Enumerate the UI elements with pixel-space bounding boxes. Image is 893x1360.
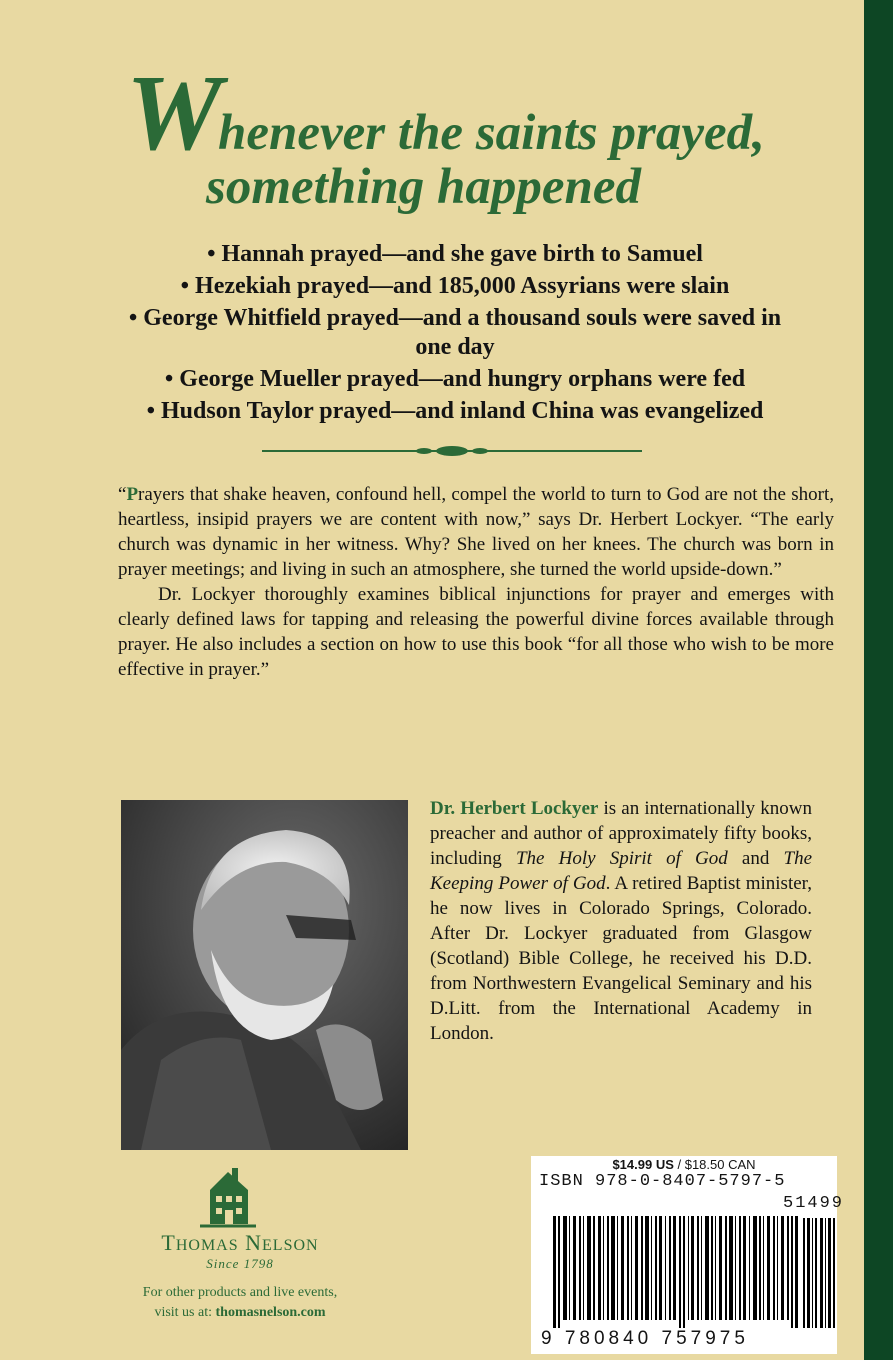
price-can: / $18.50 CAN [673, 1157, 756, 1172]
house-logo-icon [196, 1166, 260, 1228]
prayer-list-item: • Hannah prayed—and she gave birth to Samuel [207, 241, 703, 267]
publisher-initial-n: N [245, 1230, 263, 1255]
book-title-1: The Holy Spirit of God [515, 848, 728, 869]
price-us: $14.99 US [612, 1157, 674, 1172]
prayer-list-item: • Hezekiah prayed—and 185,000 Assyrians were slain [180, 273, 730, 299]
bio-text-1: is an internationally known preacher and author of approximately fifty books, including [430, 798, 812, 869]
prayer-list [60, 240, 850, 429]
prayer-list-item: • George Whitfield prayed—and a thousand souls were saved in one day [128, 305, 782, 360]
publisher-word-1: HOMAS [175, 1237, 239, 1254]
book-title-2: The Keeping Power of God [430, 848, 813, 894]
headline-line-1 [126, 54, 846, 173]
author-photo [121, 800, 408, 1150]
spine-strip [864, 0, 893, 1360]
publisher-since: Since 1798 [206, 1256, 274, 1271]
price-line [531, 1157, 837, 1172]
visit-line-1: For other products and live events, [142, 1285, 338, 1300]
headline [126, 54, 846, 217]
visit-label: visit us at: [154, 1305, 216, 1320]
supplement-code: 51499 [783, 1194, 845, 1213]
publisher-url: thomasnelson.com [215, 1305, 326, 1320]
open-quote: “ [118, 484, 127, 505]
author-name: Dr. Herbert Lockyer [430, 798, 599, 819]
author-bio [430, 796, 812, 1046]
author-portrait-illustration [121, 800, 408, 1150]
ornament-divider [262, 440, 642, 462]
publisher-name [110, 1230, 370, 1256]
isbn-number: ISBN 978-0-8407-5797-5 [539, 1172, 786, 1191]
headline-line-1-text: henever the saints prayed, [218, 105, 765, 161]
headline-line-2: something happened [206, 159, 641, 215]
publisher-word-2: ELSON [262, 1237, 319, 1254]
bio-text-3: . A retired Baptist minister, he now lives in Colorado Springs, Colorado. After Dr. Lockyer graduated from Glasgow (Scotland) Bible College, he received his D.D. from Northwestern Evangelical Seminary and his D.Litt. from the International Academy in London. [430, 873, 812, 1044]
prayer-list-item: • George Mueller prayed—and hungry orphans were fed [164, 366, 746, 392]
publisher-website-note [95, 1283, 385, 1323]
prayer-list-item: • Hudson Taylor prayed—and inland China was evangelized [146, 398, 764, 424]
bio-text-2: and [727, 848, 784, 869]
headline-initial: W [126, 54, 223, 173]
description-text-1: rayers that shake heaven, confound hell, compel the world to turn to God are not the short, heartless, insipid prayers we are content with now,” says Dr. Herbert Lockyer. “The early church was dynamic in her witness. Why? She lived on her knees. The church was born in prayer meetings; and living in such an atmosphere, she turned the world upside-down.” [118, 484, 834, 580]
barcode-label [531, 1156, 845, 1354]
publisher-initial-t: T [161, 1230, 176, 1255]
visit-line-2 [95, 1303, 385, 1323]
description-paragraph-2: Dr. Lockyer thoroughly examines biblical injunctions for prayer and emerges with clearly defined laws for tapping and releasing the powerful divine forces available through prayer. He also includes a section on how to use this book “for all those who wish to be more effective in prayer.” [118, 584, 834, 680]
description-paragraph-1 [118, 482, 834, 582]
barcode-digits: 9 780840 757975 [541, 1328, 749, 1349]
book-description [118, 482, 834, 682]
drop-cap: P [126, 484, 139, 505]
barcode-bars [553, 1196, 837, 1328]
author-bio-paragraph [430, 796, 812, 1046]
